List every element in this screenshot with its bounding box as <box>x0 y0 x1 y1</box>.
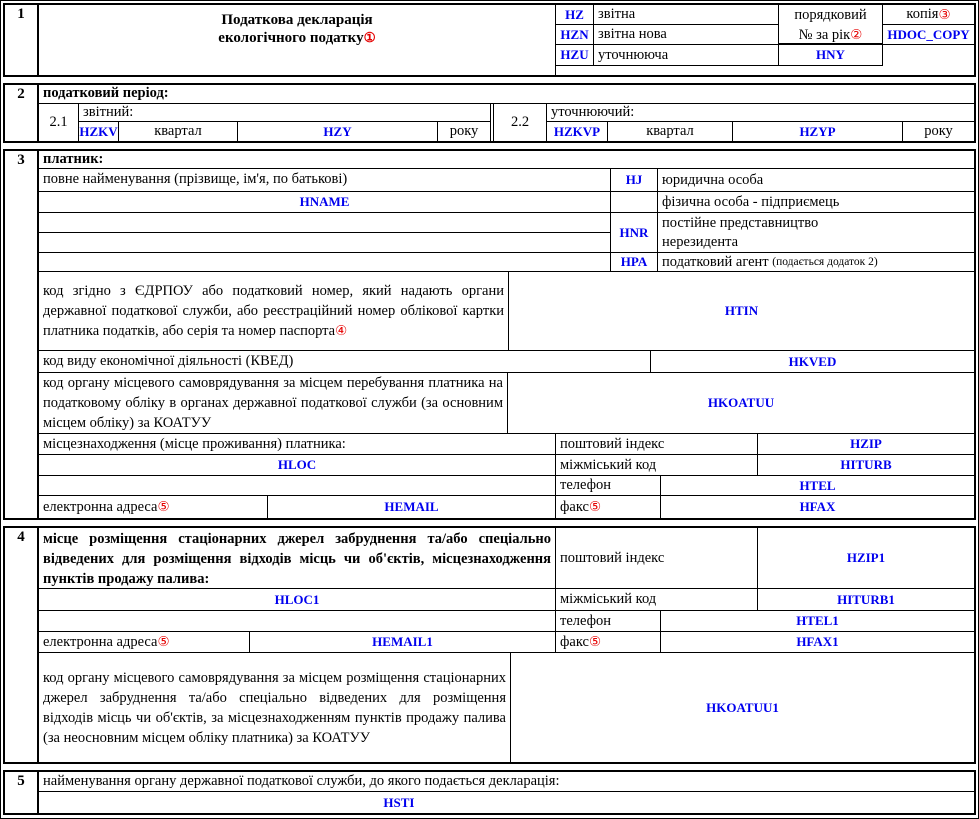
field-hdoc-copy[interactable]: HDOC_COPY <box>883 25 974 45</box>
fullname-label: повне найменування (прізвище, ім'я, по батькові) <box>39 169 611 192</box>
section-2-tax-period <box>3 83 976 143</box>
clarifying-period-label: уточнюючий: <box>547 104 974 122</box>
footnote-5-marker: ⑤ <box>157 634 170 649</box>
copy-label: копія ③ <box>883 5 974 25</box>
checkbox-individual[interactable] <box>611 192 658 213</box>
checkbox-hnr[interactable]: HNR <box>611 213 658 253</box>
quarter-label: квартал <box>608 122 733 141</box>
area-code-label: міжміський код <box>556 589 758 610</box>
location-label: місцезнаходження (місце проживання) платника: <box>39 434 556 454</box>
label-nonresident: нерезидента <box>658 233 974 253</box>
field-hiturb1[interactable]: HITURB1 <box>837 591 895 607</box>
field-hsti[interactable]: HSTI <box>383 794 415 810</box>
empty-name-row <box>39 253 611 272</box>
field-hzip[interactable]: HZIP <box>850 436 882 451</box>
serial-number-label: порядковий № за рік② <box>779 5 883 45</box>
field-hemail[interactable]: HEMAIL <box>268 496 556 518</box>
field-htel1[interactable]: HTEL1 <box>796 613 839 628</box>
field-hzy[interactable]: HZY <box>238 122 438 141</box>
row-number-2-2: 2.2 <box>493 104 547 141</box>
section-4-pollution-source <box>3 526 976 764</box>
empty-location-row <box>39 611 556 632</box>
tin-label: код згідно з ЄДРПОУ або податковий номер, який надають органи державної податкової служби, або реєстраційний номер облікової картки платника податків, або серія та номер паспорта④ <box>39 272 509 350</box>
section-1-header <box>3 3 976 77</box>
footnote-5-marker: ⑤ <box>157 499 170 514</box>
label-utochniuiucha: уточнююча <box>594 45 779 66</box>
section-number: 3 <box>5 151 39 518</box>
footnote-4-marker: ④ <box>335 323 348 338</box>
reporting-period-label: звітний: <box>79 104 490 122</box>
year-label: року <box>924 123 953 139</box>
source-location-title: місце розміщення стаціонарних джерел забруднення та/або спеціально відведених для розміщення відходів місць чи об'єктів, місцезнаходження пунктів продажу палива: <box>39 528 556 589</box>
label-permanent-establishment: постійне представництво <box>662 214 819 231</box>
footnote-5-marker: ⑤ <box>588 499 602 514</box>
checkbox-hpa[interactable]: HPA <box>611 253 658 272</box>
koatuu-label: код органу місцевого самоврядування за місцем перебування платника на податковому обліку в органах державної податкової служби (за основним місцем обліку) за КОАТУУ <box>39 373 508 433</box>
field-hzn[interactable]: HZN <box>556 25 594 45</box>
phone-label: телефон <box>556 611 661 631</box>
field-hzu[interactable]: HZU <box>556 45 594 66</box>
section-number: 5 <box>5 772 39 813</box>
field-hzyp[interactable]: HZYP <box>733 122 903 141</box>
field-hny[interactable]: HNY <box>779 45 883 66</box>
section-3-payer <box>3 149 976 520</box>
empty-name-row <box>39 233 611 253</box>
title-line-2: екологічного податку① <box>218 30 376 46</box>
tax-agent-note: (подається додаток 2) <box>772 256 878 268</box>
tax-period-title: податковий період: <box>39 85 974 104</box>
label-tax-agent: податковий агент (подається додаток 2) <box>658 253 974 272</box>
footnote-5-marker: ⑤ <box>588 634 602 649</box>
checkbox-hj[interactable]: HJ <box>611 169 658 192</box>
fax-label: факс ⑤ <box>556 496 661 518</box>
label-individual-entrepreneur: фізична особа - підприємець <box>658 192 974 213</box>
label-zvitna: звітна <box>594 5 779 25</box>
label-zvitna-nova: звітна нова <box>594 25 779 45</box>
year-label: року <box>449 123 479 139</box>
tax-office-label: найменування органу державної податкової служби, до якого подається декларація: <box>39 772 974 792</box>
section-number: 1 <box>5 5 39 75</box>
section-number: 2 <box>5 85 39 141</box>
kved-label: код виду економічної діяльності (КВЕД) <box>39 351 651 372</box>
field-hz[interactable]: HZ <box>556 5 594 25</box>
declaration-title <box>39 5 556 75</box>
field-hkved[interactable]: HKVED <box>788 353 837 369</box>
title-line-1: Податкова декларація <box>221 12 373 28</box>
area-code-label: міжміський код <box>556 455 758 475</box>
section-5-tax-office <box>3 770 976 815</box>
empty-location-row <box>39 476 556 495</box>
field-hkoatuu[interactable]: HKOATUU <box>707 395 775 410</box>
field-htin[interactable]: HTIN <box>724 303 759 318</box>
field-htel[interactable]: HTEL <box>799 477 836 493</box>
field-hemail1[interactable]: HEMAIL1 <box>250 632 556 652</box>
quarter-label: квартал <box>119 122 238 141</box>
footnote-2-marker: ② <box>850 27 863 42</box>
field-hzkvp[interactable]: HZKVP <box>547 122 608 141</box>
field-hfax1[interactable]: HFAX1 <box>796 634 839 649</box>
email-label: електронна адреса ⑤ <box>39 632 250 652</box>
section-number: 4 <box>5 528 39 762</box>
field-hiturb[interactable]: HITURB <box>840 457 892 472</box>
phone-label: телефон <box>556 476 661 495</box>
zip-label: поштовий індекс <box>556 434 758 454</box>
field-hname[interactable]: HNAME <box>39 192 611 213</box>
field-hloc1[interactable]: HLOC1 <box>39 589 556 611</box>
field-hfax[interactable]: HFAX <box>799 499 836 514</box>
row-number-2-1: 2.1 <box>39 104 79 141</box>
footnote-1-marker: ① <box>363 30 376 45</box>
zip-label: поштовий індекс <box>556 528 758 588</box>
label-legal-entity: юридична особа <box>658 169 974 192</box>
field-hzip1[interactable]: HZIP1 <box>846 550 886 565</box>
field-hkoatuu1[interactable]: HKOATUU1 <box>706 699 779 715</box>
footnote-3-marker: ③ <box>938 6 951 22</box>
field-hzkv[interactable]: HZKV <box>79 122 119 141</box>
payer-title: платник: <box>39 151 974 169</box>
koatuu1-label: код органу місцевого самоврядування за місцем розміщення стаціонарних джерел забруднення та/або спеціально відведених для розміщення відходів місць чи об'єктів, за місцезнаходженням пунктів продажу палива (за неосновним місцем обліку платника) за КОАТУУ <box>39 653 511 762</box>
fax-label: факс ⑤ <box>556 632 661 652</box>
empty-cell <box>883 45 974 66</box>
field-hloc[interactable]: HLOC <box>39 455 556 475</box>
email-label: електронна адреса ⑤ <box>39 496 268 518</box>
empty-name-row <box>39 213 611 233</box>
